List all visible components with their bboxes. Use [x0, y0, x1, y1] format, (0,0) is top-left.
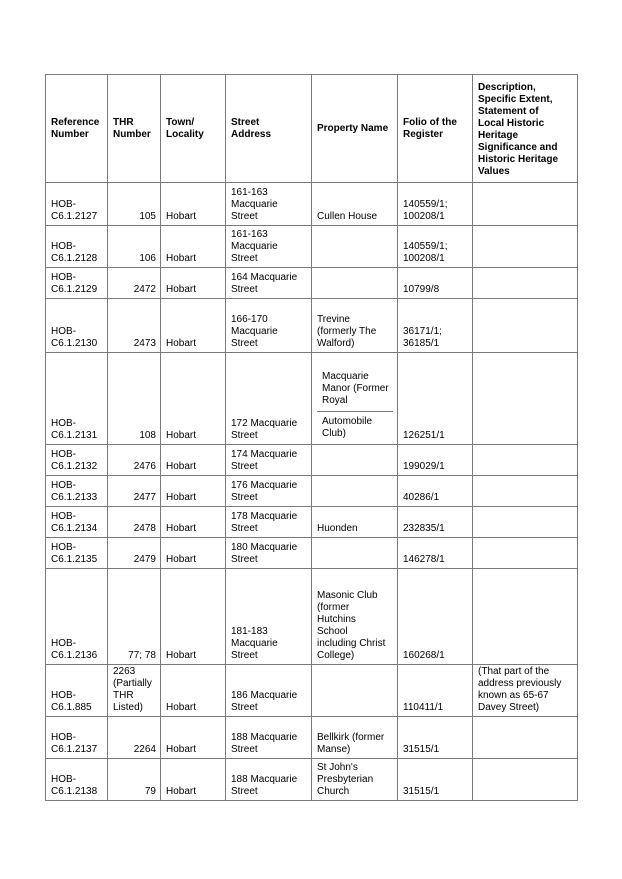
- cell-folio-of-register: 232835/1: [398, 507, 473, 538]
- cell-thr-number: 105: [108, 183, 161, 226]
- cell-reference-number: HOB- C6.1.2136: [46, 569, 108, 665]
- cell-thr-number: 2263 (Partially THR Listed): [108, 665, 161, 717]
- header-town-locality: Town/ Locality: [161, 75, 226, 183]
- cell-street-address: 188 Macquarie Street: [226, 717, 312, 759]
- header-thr-number: THR Number: [108, 75, 161, 183]
- cell-reference-number: HOB- C6.1.2128: [46, 226, 108, 268]
- cell-thr-number: 2476: [108, 445, 161, 476]
- property-name-split: [317, 353, 393, 442]
- table-row: [46, 183, 578, 226]
- cell-property-name: Cullen House: [312, 183, 398, 226]
- cell-reference-number: HOB- C6.1.2130: [46, 299, 108, 353]
- cell-description: [473, 569, 578, 665]
- cell-town-locality: Hobart: [161, 507, 226, 538]
- cell-thr-number: 2478: [108, 507, 161, 538]
- cell-property-name: [312, 268, 398, 299]
- cell-street-address: 172 Macquarie Street: [226, 353, 312, 445]
- cell-description: [473, 183, 578, 226]
- cell-property-name: Huonden: [312, 507, 398, 538]
- table-row: [46, 476, 578, 507]
- cell-description: [473, 717, 578, 759]
- cell-property-name: [312, 476, 398, 507]
- cell-reference-number: HOB- C6.1.2134: [46, 507, 108, 538]
- cell-folio-of-register: 31515/1: [398, 717, 473, 759]
- header-reference-number: Reference Number: [46, 75, 108, 183]
- header-street-address: Street Address: [226, 75, 312, 183]
- cell-street-address: 180 Macquarie Street: [226, 538, 312, 569]
- cell-thr-number: 2479: [108, 538, 161, 569]
- header-folio-of-the-register: Folio of the Register: [398, 75, 473, 183]
- cell-description: [473, 299, 578, 353]
- cell-thr-number: 2477: [108, 476, 161, 507]
- cell-property-name: [312, 353, 398, 445]
- cell-description: [473, 353, 578, 445]
- cell-reference-number: HOB- C6.1.2133: [46, 476, 108, 507]
- table-row: [46, 299, 578, 353]
- table-row: [46, 226, 578, 268]
- cell-description: [473, 759, 578, 801]
- cell-property-name: [312, 665, 398, 717]
- table-body: [46, 183, 578, 801]
- cell-property-name: Masonic Club (former Hutchins School including Christ College): [312, 569, 398, 665]
- cell-property-name: [312, 226, 398, 268]
- table-row: [46, 538, 578, 569]
- cell-reference-number: HOB- C6.1.2131: [46, 353, 108, 445]
- cell-town-locality: Hobart: [161, 268, 226, 299]
- cell-town-locality: Hobart: [161, 226, 226, 268]
- table-row: [46, 717, 578, 759]
- table-row: [46, 569, 578, 665]
- cell-folio-of-register: 10799/8: [398, 268, 473, 299]
- header-row: [46, 75, 578, 183]
- cell-street-address: 181-183 Macquarie Street: [226, 569, 312, 665]
- cell-folio-of-register: 126251/1: [398, 353, 473, 445]
- table-row: [46, 445, 578, 476]
- cell-town-locality: Hobart: [161, 759, 226, 801]
- cell-thr-number: 2472: [108, 268, 161, 299]
- cell-street-address: 176 Macquarie Street: [226, 476, 312, 507]
- table-row: [46, 759, 578, 801]
- cell-reference-number: HOB- C6.1.2132: [46, 445, 108, 476]
- table-row: [46, 353, 578, 445]
- cell-property-name: [312, 445, 398, 476]
- cell-property-name: [312, 538, 398, 569]
- cell-street-address: 178 Macquarie Street: [226, 507, 312, 538]
- cell-folio-of-register: 31515/1: [398, 759, 473, 801]
- cell-thr-number: 108: [108, 353, 161, 445]
- property-name-lower: Automobile Club): [322, 416, 373, 439]
- cell-folio-of-register: 36171/1; 36185/1: [398, 299, 473, 353]
- cell-folio-of-register: 146278/1: [398, 538, 473, 569]
- cell-folio-of-register: 110411/1: [398, 665, 473, 717]
- cell-reference-number: HOB- C6.1.885: [46, 665, 108, 717]
- cell-property-name: Bellkirk (former Manse): [312, 717, 398, 759]
- cell-reference-number: HOB- C6.1.2135: [46, 538, 108, 569]
- heritage-register-table: [45, 74, 578, 801]
- header-property-name: Property Name: [312, 75, 398, 183]
- cell-folio-of-register: 199029/1: [398, 445, 473, 476]
- cell-street-address: 186 Macquarie Street: [226, 665, 312, 717]
- cell-thr-number: 77; 78: [108, 569, 161, 665]
- cell-town-locality: Hobart: [161, 665, 226, 717]
- cell-reference-number: HOB- C6.1.2127: [46, 183, 108, 226]
- cell-description: [473, 268, 578, 299]
- cell-folio-of-register: 140559/1; 100208/1: [398, 226, 473, 268]
- cell-property-name: St John's Presbyterian Church: [312, 759, 398, 801]
- cell-thr-number: 2264: [108, 717, 161, 759]
- cell-town-locality: Hobart: [161, 717, 226, 759]
- table-header: [46, 75, 578, 183]
- cell-street-address: 161-163 Macquarie Street: [226, 183, 312, 226]
- cell-folio-of-register: 160268/1: [398, 569, 473, 665]
- cell-reference-number: HOB- C6.1.2137: [46, 717, 108, 759]
- cell-street-address: 166-170 Macquarie Street: [226, 299, 312, 353]
- table-row: [46, 507, 578, 538]
- cell-description: [473, 507, 578, 538]
- cell-town-locality: Hobart: [161, 353, 226, 445]
- cell-thr-number: 2473: [108, 299, 161, 353]
- cell-reference-number: HOB- C6.1.2138: [46, 759, 108, 801]
- cell-folio-of-register: 140559/1; 100208/1: [398, 183, 473, 226]
- cell-town-locality: Hobart: [161, 476, 226, 507]
- table-row: [46, 665, 578, 717]
- cell-thr-number: 79: [108, 759, 161, 801]
- cell-street-address: 174 Macquarie Street: [226, 445, 312, 476]
- cell-folio-of-register: 40286/1: [398, 476, 473, 507]
- cell-town-locality: Hobart: [161, 445, 226, 476]
- cell-description: [473, 445, 578, 476]
- cell-property-name: Trevine (formerly The Walford): [312, 299, 398, 353]
- cell-town-locality: Hobart: [161, 299, 226, 353]
- cell-town-locality: Hobart: [161, 569, 226, 665]
- cell-street-address: 161-163 Macquarie Street: [226, 226, 312, 268]
- cell-thr-number: 106: [108, 226, 161, 268]
- header-description: Description, Specific Extent, Statement of Local Historic Heritage Significance and Historic Heritage Values: [473, 75, 578, 183]
- cell-town-locality: Hobart: [161, 538, 226, 569]
- cell-description: [473, 226, 578, 268]
- cell-description: [473, 476, 578, 507]
- table-row: [46, 268, 578, 299]
- cell-description: [473, 538, 578, 569]
- cell-street-address: 164 Macquarie Street: [226, 268, 312, 299]
- cell-street-address: 188 Macquarie Street: [226, 759, 312, 801]
- property-name-upper: Macquarie Manor (Former Royal: [317, 371, 393, 412]
- cell-town-locality: Hobart: [161, 183, 226, 226]
- cell-reference-number: HOB- C6.1.2129: [46, 268, 108, 299]
- cell-description: (That part of the address previously known as 65-67 Davey Street): [473, 665, 578, 717]
